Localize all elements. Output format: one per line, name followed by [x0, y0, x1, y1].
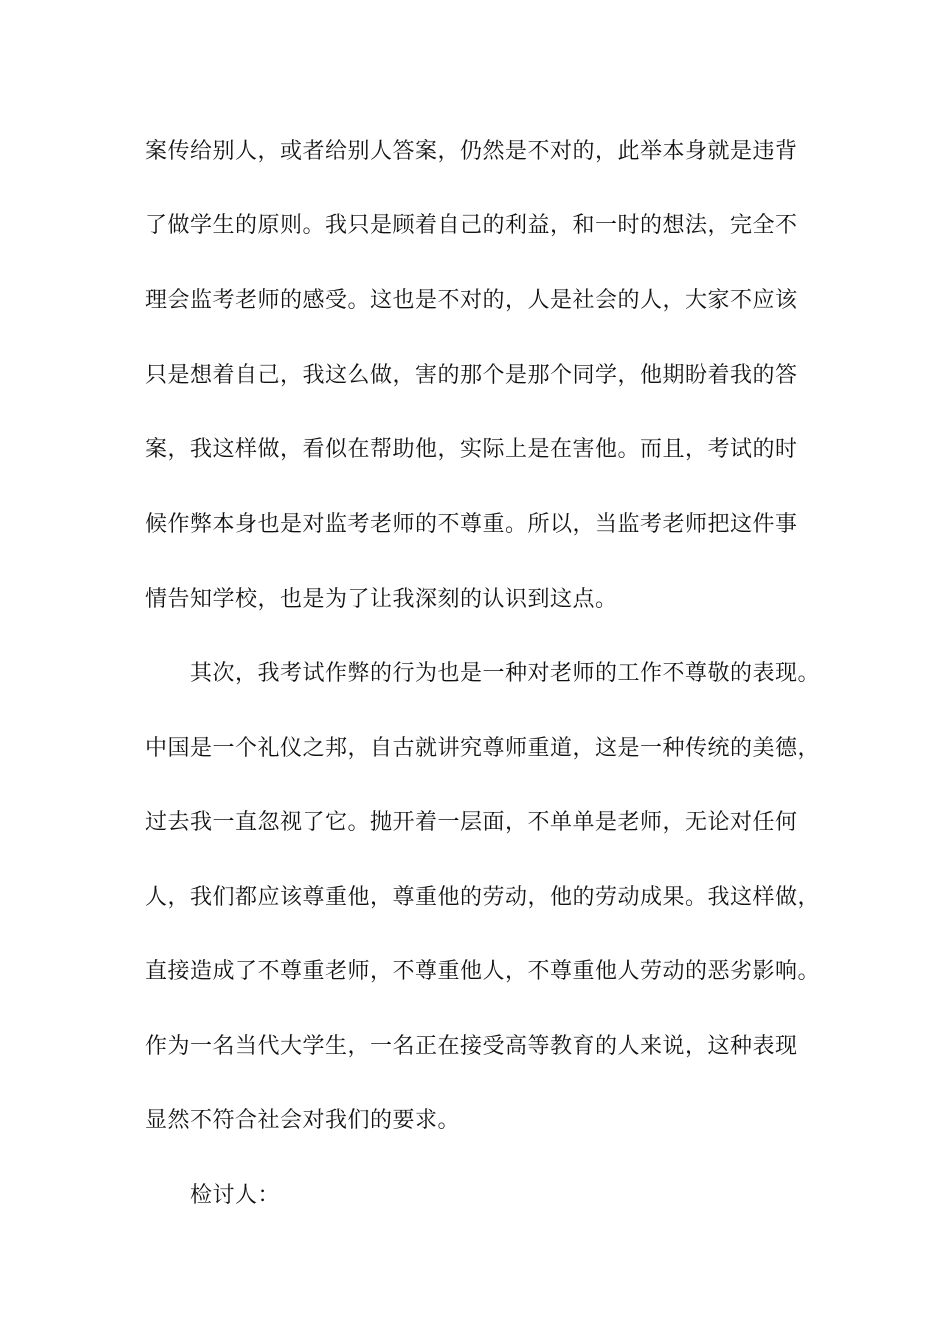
text-line: 显然不符合社会对我们的要求。 — [145, 1108, 461, 1133]
text-line: 了做学生的原则。我只是顾着自己的利益，和一时的想法，完全不 — [145, 213, 798, 238]
text-line: 案，我这样做，看似在帮助他，实际上是在害他。而且，考试的时 — [145, 437, 798, 462]
text-line: 过去我一直忽视了它。抛开着一层面，不单单是老师，无论对任何 — [145, 810, 798, 835]
text-line: 作为一名当代大学生，一名正在接受高等教育的人来说，这种表现 — [145, 1034, 798, 1059]
text-line: 人，我们都应该尊重他，尊重他的劳动，他的劳动成果。我这样做， — [145, 885, 821, 910]
text-line: 中国是一个礼仪之邦，自古就讲究尊师重道，这是一种传统的美德， — [145, 736, 821, 761]
paragraph-start-line: 其次，我考试作弊的行为也是一种对老师的工作不尊敬的表现。 — [190, 661, 821, 686]
text-line: 理会监考老师的感受。这也是不对的，人是社会的人，大家不应该 — [145, 288, 798, 313]
text-line: 案传给别人，或者给别人答案，仍然是不对的，此举本身就是违背 — [145, 139, 798, 164]
text-line: 情告知学校，也是为了让我深刻的认识到这点。 — [145, 587, 618, 612]
text-line: 直接造成了不尊重老师，不尊重他人，不尊重他人劳动的恶劣影响。 — [145, 959, 821, 984]
signature-label: 检讨人： — [190, 1183, 281, 1208]
text-line: 候作弊本身也是对监考老师的不尊重。所以，当监考老师把这件事 — [145, 512, 798, 537]
text-line: 只是想着自己，我这么做，害的那个是那个同学，他期盼着我的答 — [145, 363, 798, 388]
